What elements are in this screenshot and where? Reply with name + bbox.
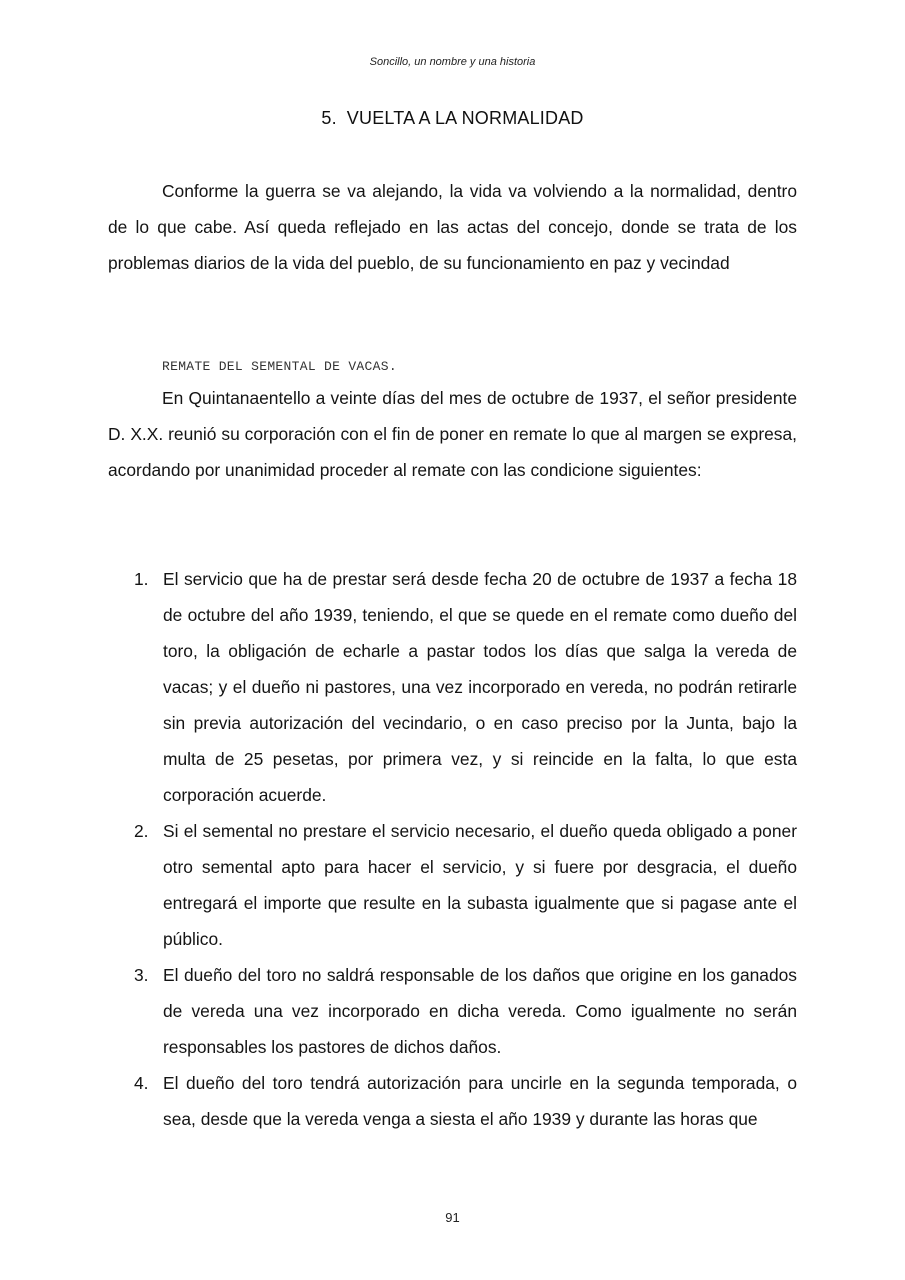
condition-marker: 1. xyxy=(134,569,149,589)
running-header: Soncillo, un nombre y una historia xyxy=(369,56,536,68)
condition-text: El servicio que ha de prestar será desde fecha 20 de octubre de 1937 a fecha 18 de octubre del año 1939, teniendo, el que se quede en el remate como dueño del toro, la obligación de echarle a pastar todos los días que salga la vereda de vacas; y el dueño ni pastores, una vez incorporado en vereda, no podrán retirarle sin previa autorización del vecindario, o en caso preciso por la Junta, bajo la multa de 25 pesetas, por primera vez, y si reincide en la falta, lo que esta corporación acuerde. xyxy=(163,569,797,805)
condition-marker: 4. xyxy=(134,1073,149,1093)
section-label: REMATE DEL SEMENTAL DE VACAS. xyxy=(162,359,397,374)
intro-paragraph: Conforme la guerra se va alejando, la vida va volviendo a la normalidad, dentro de lo que cabe. Así queda reflejado en las actas del concejo, donde se trata de los problemas diarios de la vida del pueblo, de su funcionamiento en paz y vecindad xyxy=(108,181,797,273)
condition-text: El dueño del toro no saldrá responsable de los daños que origine en los ganados de vereda una vez incorporado en dicha vereda. Como igualmente no serán responsables los pastores de dichos daños. xyxy=(163,965,797,1057)
condition-text: Si el semental no prestare el servicio necesario, el dueño queda obligado a poner otro semental apto para hacer el servicio, y si fuere por desgracia, el dueño entregará el importe que resulte en la subasta igualmente que si pagase ante el público. xyxy=(163,821,797,949)
conditions-list xyxy=(108,561,797,1137)
chapter-number: 5. xyxy=(321,108,337,128)
intro-section xyxy=(108,173,797,281)
condition-item xyxy=(108,561,797,813)
condition-item xyxy=(108,1065,797,1137)
condition-marker: 2. xyxy=(134,821,149,841)
chapter-title-text: VUELTA A LA NORMALIDAD xyxy=(346,108,584,128)
chapter-title xyxy=(0,108,905,129)
page-number: 91 xyxy=(445,1210,460,1225)
condition-item xyxy=(108,957,797,1065)
condition-marker: 3. xyxy=(134,965,149,985)
condition-item xyxy=(108,813,797,957)
condition-text: El dueño del toro tendrá autorización para uncirle en la segunda temporada, o sea, desde que la vereda venga a siesta el año 1939 y durante las horas que xyxy=(163,1073,797,1129)
remate-section xyxy=(108,380,797,488)
remate-paragraph: En Quintanaentello a veinte días del mes de octubre de 1937, el señor presidente D. X.X. reunió su corporación con el fin de poner en remate lo que al margen se expresa, acordando por unanimidad proceder al remate con las condicione siguientes: xyxy=(108,388,797,480)
